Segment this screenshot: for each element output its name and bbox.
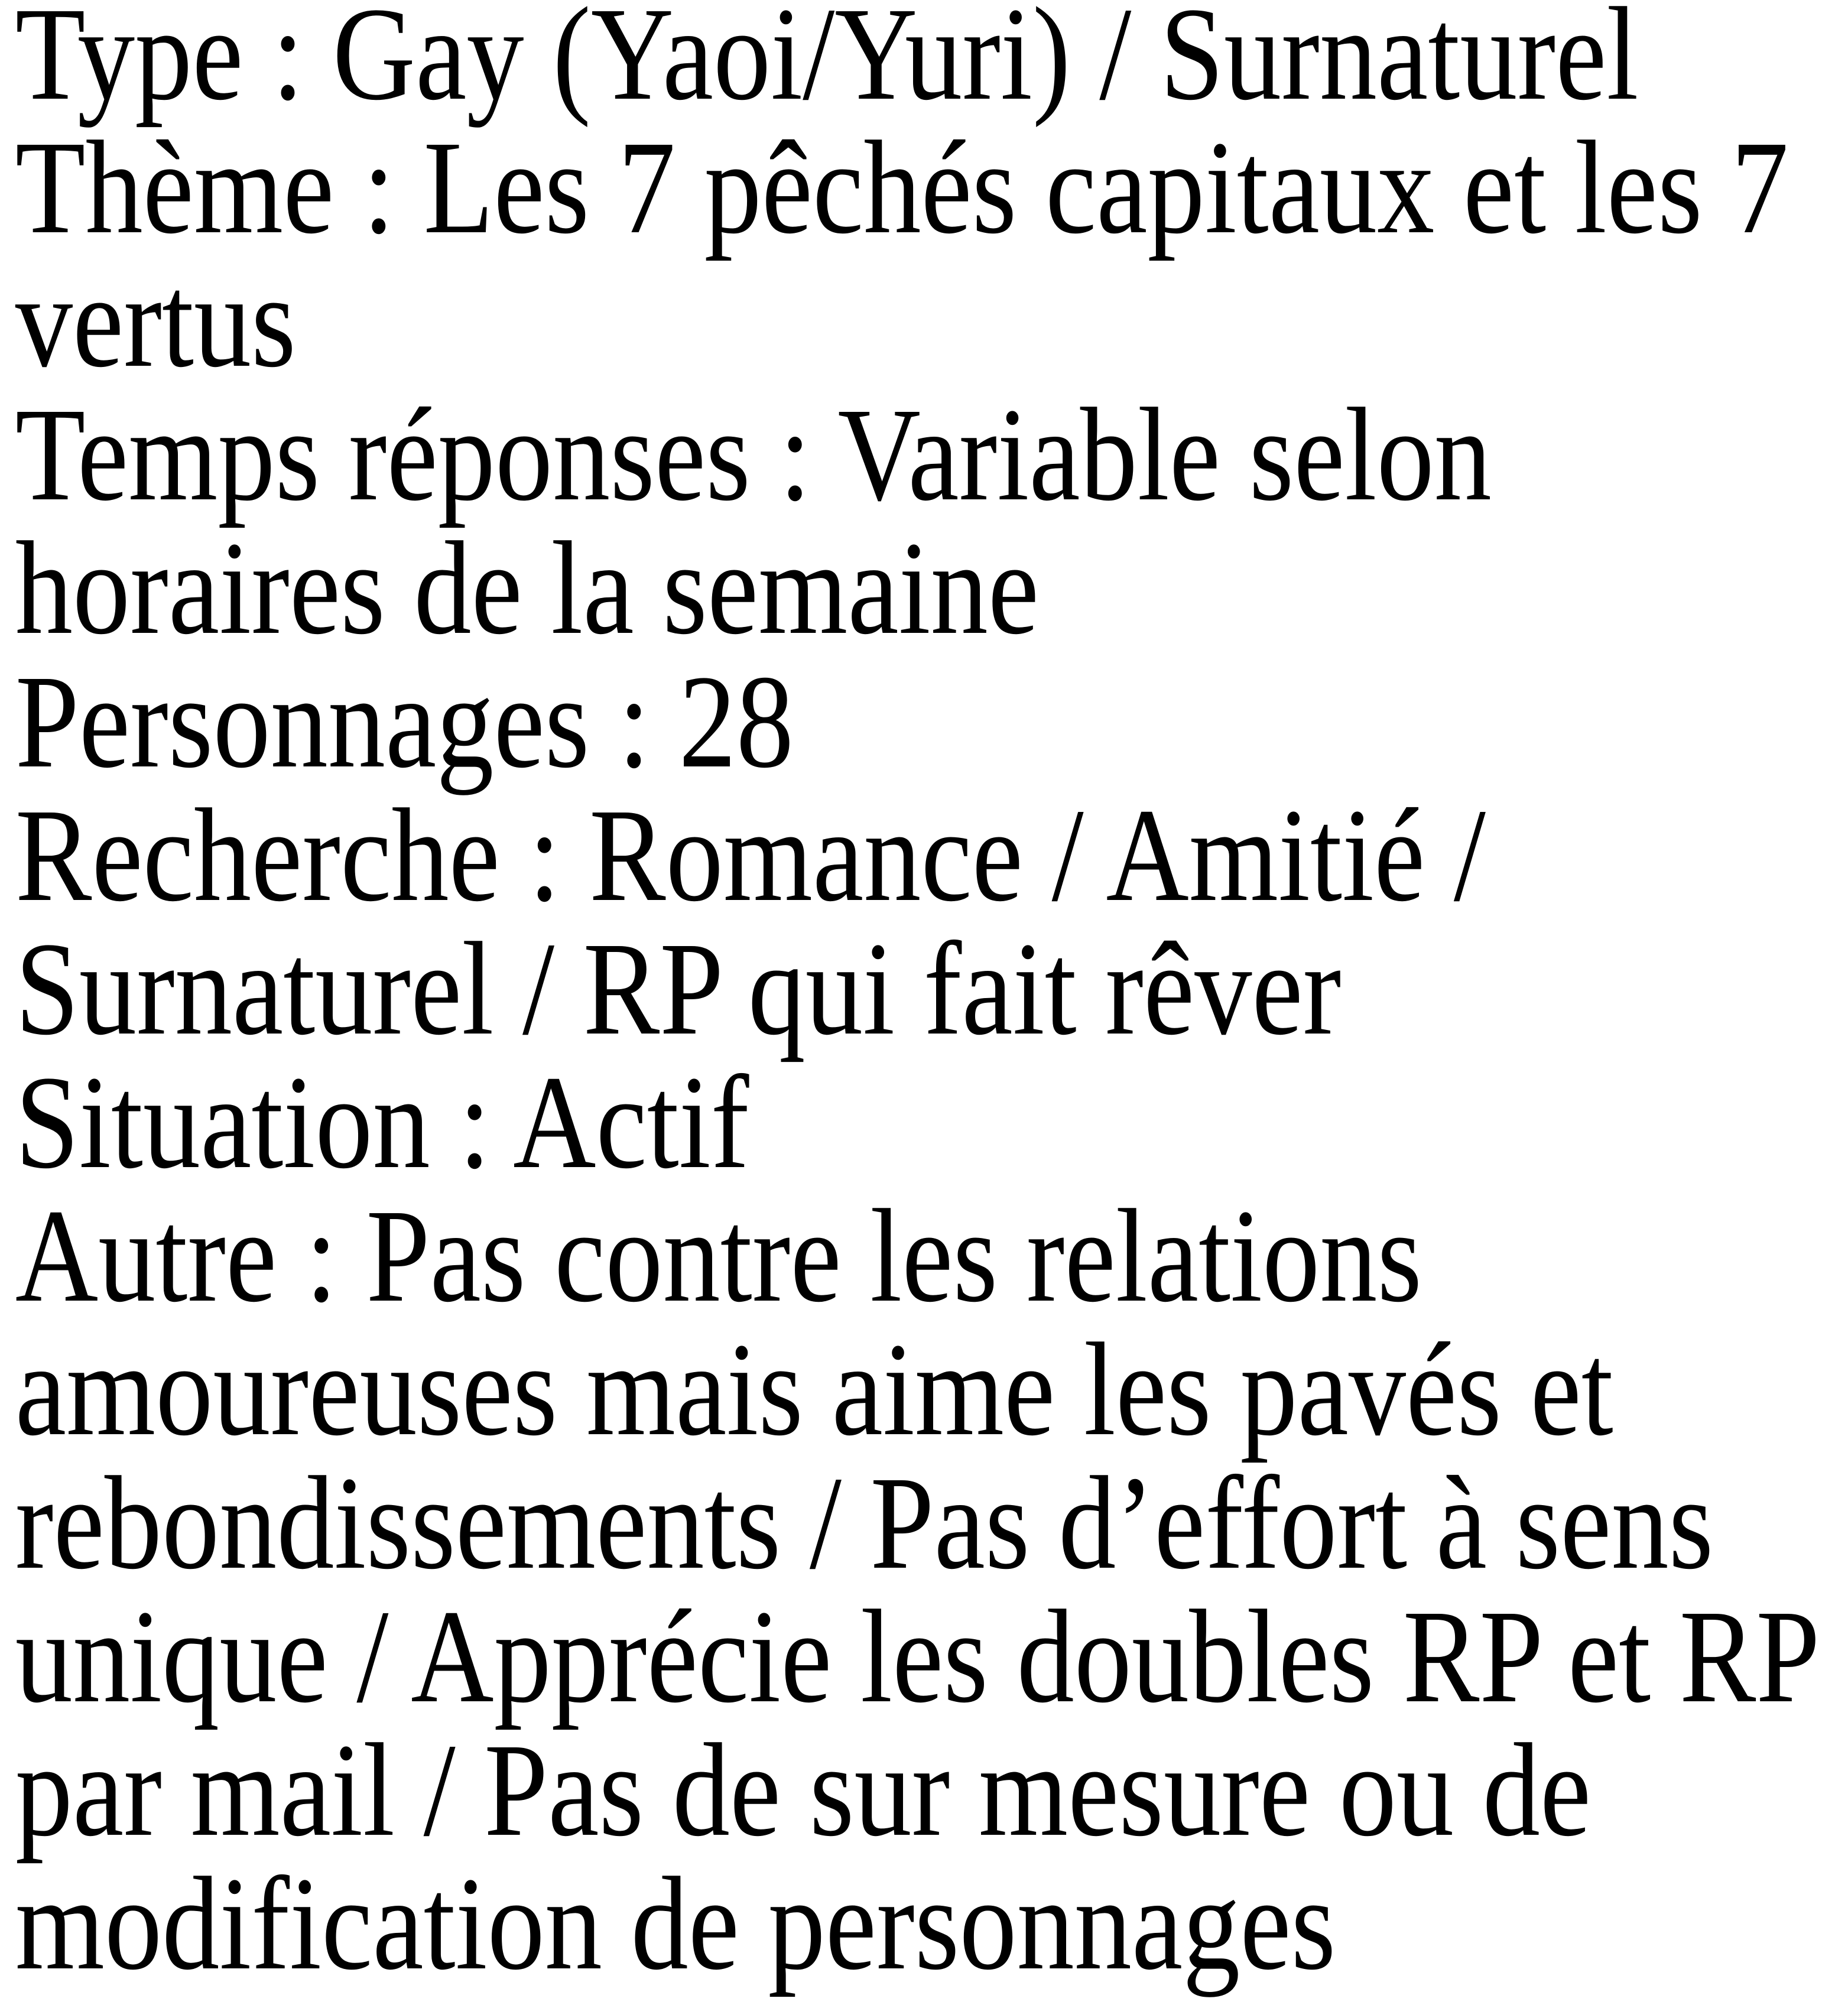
text-line: Situation : Actif [15,1048,749,1196]
text-line: rebondissements / Pas d’effort à sens [15,1449,1714,1597]
text-line: Temps réponses : Variable selon [15,381,1492,528]
text-line: par mail / Pas de sur mesure ou de [15,1716,1592,1864]
text-line: Surnaturel / RP qui fait rêver [15,915,1342,1062]
text-line: modification de personnages [15,1850,1336,1997]
text-line: Recherche : Romance / Amitié / [15,781,1486,929]
text-line: amoureuses mais aime les pavés et [15,1315,1613,1463]
text-line: Personnages : 28 [15,648,794,795]
text-line: Autre : Pas contre les relations [15,1182,1422,1330]
text-line: Type : Gay (Yaoi/Yuri) / Surnaturel [15,0,1639,128]
text-line: Thème : Les 7 pêchés capitaux et les 7 [15,113,1789,261]
text-line: unique / Apprécie les doubles RP et RP [15,1582,1820,1730]
text-line: horaires de la semaine [15,514,1040,662]
text-line: vertus [15,247,296,395]
